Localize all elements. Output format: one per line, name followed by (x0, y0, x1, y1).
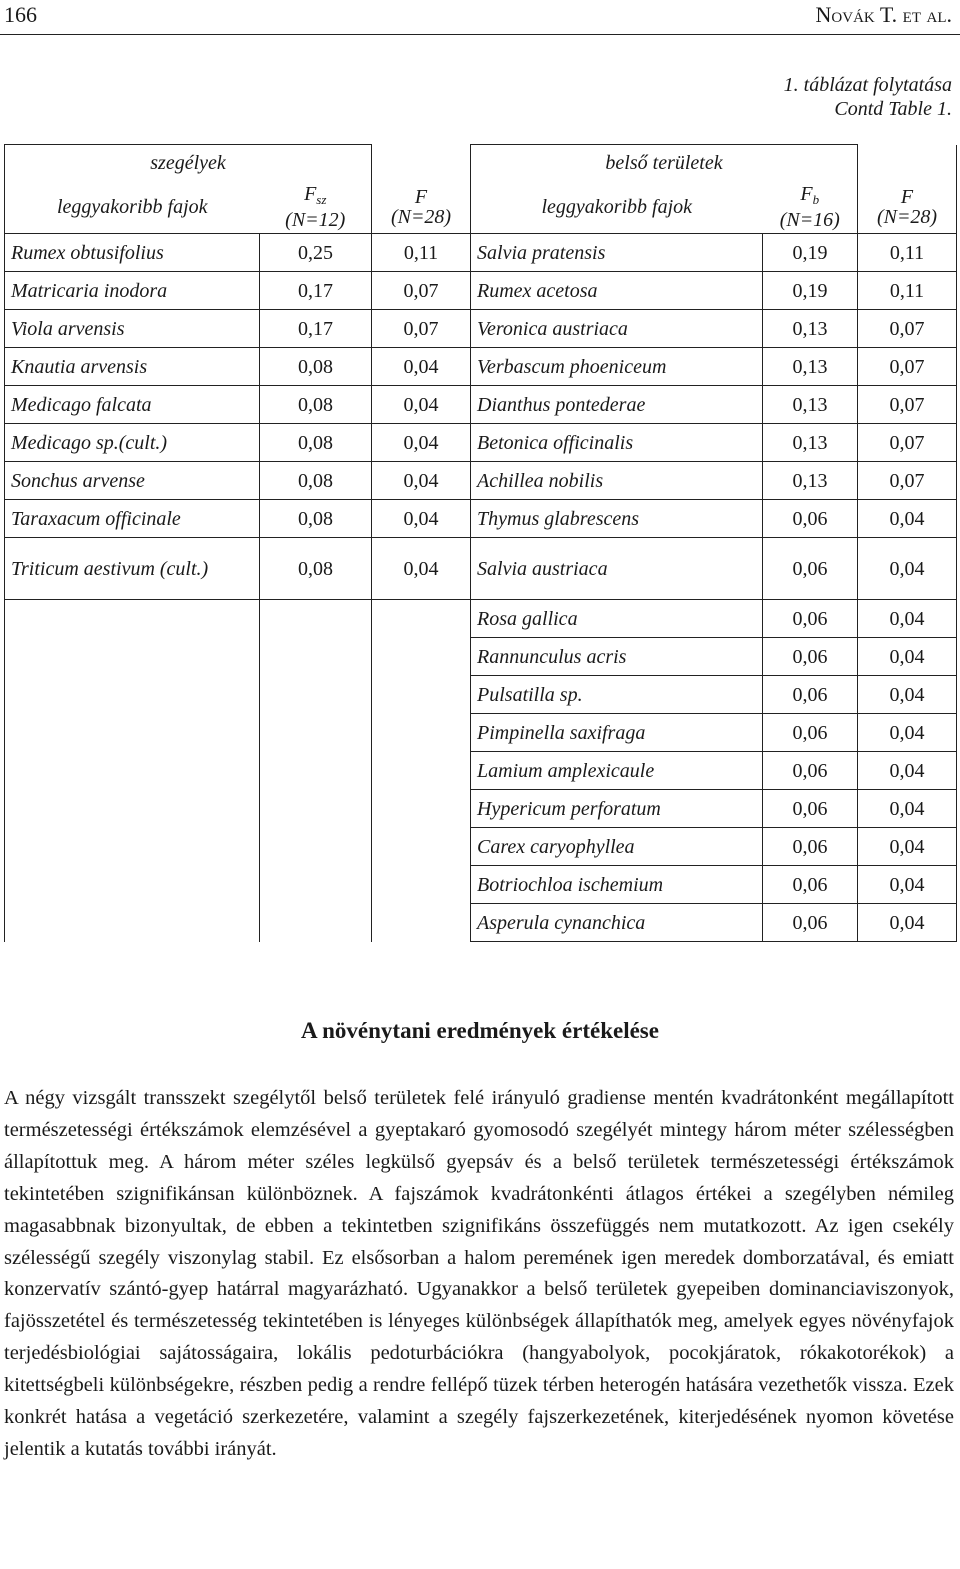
right-fb-cell: 0,06 (763, 600, 858, 638)
left-fsz-cell (260, 638, 372, 676)
left-species-cell (5, 600, 260, 638)
table-row (5, 866, 957, 904)
right-fb-cell: 0,19 (763, 272, 858, 310)
left-f-cell (372, 752, 471, 790)
header-rule (0, 34, 960, 35)
left-fsz-cell (260, 676, 372, 714)
left-f-cell: 0,04 (372, 348, 471, 386)
right-species-cell: Hypericum perforatum (471, 790, 763, 828)
table-row (5, 790, 957, 828)
right-species-cell: Betonica officinalis (471, 424, 763, 462)
left-fsz-cell: 0,08 (260, 500, 372, 538)
table-caption-hu: 1. táblázat folytatása (783, 74, 952, 96)
left-f-cell (372, 600, 471, 638)
right-species-cell: Botriochloa ischemium (471, 866, 763, 904)
right-fb-cell: 0,06 (763, 752, 858, 790)
right-fb-cell: 0,06 (763, 538, 858, 600)
header-spacer (858, 145, 957, 182)
left-fsz-cell (260, 828, 372, 866)
left-f-cell: 0,04 (372, 424, 471, 462)
table-row (5, 538, 957, 600)
right-f-cell: 0,04 (858, 676, 957, 714)
left-fsz-cell: 0,08 (260, 348, 372, 386)
right-species-cell: Carex caryophyllea (471, 828, 763, 866)
right-fb-cell: 0,06 (763, 828, 858, 866)
left-species-cell (5, 638, 260, 676)
left-fsz-cell: 0,08 (260, 386, 372, 424)
left-species-cell (5, 828, 260, 866)
table-caption-en: Contd Table 1. (834, 98, 952, 120)
left-fsz-cell (260, 752, 372, 790)
right-species-cell: Pulsatilla sp. (471, 676, 763, 714)
left-f-cell: 0,07 (372, 310, 471, 348)
table-row (5, 752, 957, 790)
left-fsz-cell: 0,08 (260, 538, 372, 600)
left-species-cell: Medicago sp.(cult.) (5, 424, 260, 462)
left-species-cell: Sonchus arvense (5, 462, 260, 500)
table-group-header-row (5, 145, 957, 182)
group-header-inner: belső területek (471, 145, 858, 182)
left-fsz-cell (260, 904, 372, 942)
left-fsz-cell (260, 866, 372, 904)
left-species-cell (5, 790, 260, 828)
table-row (5, 386, 957, 424)
right-species-cell: Salvia austriaca (471, 538, 763, 600)
right-fb-cell: 0,06 (763, 866, 858, 904)
right-f-cell: 0,04 (858, 714, 957, 752)
right-f-cell: 0,04 (858, 790, 957, 828)
table-row (5, 310, 957, 348)
right-f-cell: 0,07 (858, 424, 957, 462)
right-f-cell: 0,04 (858, 904, 957, 942)
left-fsz-cell (260, 600, 372, 638)
section-heading: A növénytani eredmények értékelése (301, 1018, 659, 1043)
left-species-cell (5, 676, 260, 714)
table-row (5, 638, 957, 676)
group-header-margins: szegélyek (5, 145, 372, 182)
left-f-cell: 0,04 (372, 386, 471, 424)
left-species-cell: Rumex obtusifolius (5, 234, 260, 272)
left-species-cell: Triticum aestivum (cult.) (5, 538, 260, 600)
left-fsz-cell (260, 714, 372, 752)
right-f-cell: 0,11 (858, 272, 957, 310)
col-header-fb: $F_b$ (N=16) (763, 181, 858, 234)
right-fb-cell: 0,06 (763, 500, 858, 538)
left-species-cell (5, 866, 260, 904)
table-row (5, 348, 957, 386)
left-f-cell (372, 866, 471, 904)
body-paragraph: A négy vizsgált transszekt szegélytől belső területek felé irányuló gradiense mentén kvadrátonként megállapított természetességi értékszámok elemzésével a gyeptakaró gyomosodó szegélyét mintegy három méter szélességben állapítottuk meg. A három méter széles legkülső gyepsáv és a belső területek természetességi értékszámok tekintetében szignifikánsan különböznek. A fajszámok kvadrátonkénti átlagos értékei a szegélyben némileg magasabbnak bizonyultak, de ebben a tekintetben szignifikáns összefüggés nem mutatkozott. Az igen csekély szélességű szegély viszonylag stabil. Ez elsősorban a halom peremének igen meredek domborzatával, és emiatt konzervatív szántó-gyep határral magyarázható. Ugyanakkor a belső területek gyepeiben dominanciaviszonyok, fajösszetétel és természetesség tekintetében is lényeges különbségek állapíthatók meg, amelyek egyes növényfajok terjedésbiológiai sajátosságaira, lokális pedoturbációkra (hangyabolyok, pocokjáratok, rókakotorékok) a kitettségbeli különbségekre, részben pedig a rendre fellépő tüzek térben heterogén hatására vezethetők vissza. Ezek konkrét hatása a vegetáció szerkezetére, valamint a szegély fajszerkezetének, kiterjedésének nyomon követése jelentik a kutatás további irányát. (4, 1087, 954, 1460)
right-f-cell: 0,07 (858, 386, 957, 424)
header-spacer (372, 145, 471, 182)
right-f-cell: 0,04 (858, 752, 957, 790)
left-f-cell (372, 904, 471, 942)
left-fsz-cell (260, 790, 372, 828)
right-species-cell: Verbascum phoeniceum (471, 348, 763, 386)
right-f-cell: 0,04 (858, 600, 957, 638)
left-f-cell (372, 714, 471, 752)
right-fb-cell: 0,13 (763, 348, 858, 386)
left-f-cell (372, 790, 471, 828)
left-fsz-cell: 0,17 (260, 310, 372, 348)
running-head-author: Novák T. et al. (815, 2, 952, 27)
left-f-cell (372, 638, 471, 676)
right-f-cell: 0,04 (858, 828, 957, 866)
table-row (5, 714, 957, 752)
right-f-cell: 0,07 (858, 348, 957, 386)
right-f-cell: 0,04 (858, 866, 957, 904)
right-species-cell: Rannunculus acris (471, 638, 763, 676)
col-header-f-left: F (N=28) (372, 181, 471, 234)
table-row (5, 904, 957, 942)
col-header-species-left: leggyakoribb fajok (5, 181, 260, 234)
right-fb-cell: 0,06 (763, 638, 858, 676)
table-row (5, 272, 957, 310)
right-fb-cell: 0,19 (763, 234, 858, 272)
page-header (0, 0, 960, 36)
right-f-cell: 0,07 (858, 462, 957, 500)
right-species-cell: Veronica austriaca (471, 310, 763, 348)
table-row (5, 828, 957, 866)
left-f-cell: 0,07 (372, 272, 471, 310)
left-f-cell (372, 676, 471, 714)
left-fsz-cell: 0,17 (260, 272, 372, 310)
species-frequency-table (4, 144, 957, 942)
right-fb-cell: 0,13 (763, 386, 858, 424)
right-fb-cell: 0,13 (763, 424, 858, 462)
left-species-cell (5, 904, 260, 942)
col-header-f-right: F (N=28) (858, 181, 957, 234)
right-species-cell: Dianthus pontederae (471, 386, 763, 424)
table-row (5, 424, 957, 462)
right-species-cell: Lamium amplexicaule (471, 752, 763, 790)
table-row (5, 676, 957, 714)
left-species-cell: Taraxacum officinale (5, 500, 260, 538)
right-species-cell: Thymus glabrescens (471, 500, 763, 538)
left-f-cell: 0,11 (372, 234, 471, 272)
right-species-cell: Achillea nobilis (471, 462, 763, 500)
right-f-cell: 0,04 (858, 500, 957, 538)
left-f-cell: 0,04 (372, 462, 471, 500)
table-row (5, 500, 957, 538)
left-fsz-cell: 0,25 (260, 234, 372, 272)
left-f-cell: 0,04 (372, 538, 471, 600)
right-fb-cell: 0,06 (763, 790, 858, 828)
right-f-cell: 0,11 (858, 234, 957, 272)
right-fb-cell: 0,13 (763, 462, 858, 500)
left-species-cell (5, 752, 260, 790)
left-species-cell: Matricaria inodora (5, 272, 260, 310)
right-f-cell: 0,04 (858, 538, 957, 600)
right-fb-cell: 0,06 (763, 676, 858, 714)
col-header-species-right: leggyakoribb fajok (471, 181, 763, 234)
table-row (5, 462, 957, 500)
right-f-cell: 0,07 (858, 310, 957, 348)
left-f-cell: 0,04 (372, 500, 471, 538)
col-header-fsz: $F_{sz}$ (N=12) (260, 181, 372, 234)
right-species-cell: Asperula cynanchica (471, 904, 763, 942)
right-fb-cell: 0,06 (763, 904, 858, 942)
left-f-cell (372, 828, 471, 866)
left-species-cell: Knautia arvensis (5, 348, 260, 386)
right-f-cell: 0,04 (858, 638, 957, 676)
right-species-cell: Salvia pratensis (471, 234, 763, 272)
page-number: 166 (4, 2, 37, 27)
right-fb-cell: 0,13 (763, 310, 858, 348)
right-species-cell: Rumex acetosa (471, 272, 763, 310)
left-species-cell (5, 714, 260, 752)
table-column-header-row (5, 181, 957, 234)
left-fsz-cell: 0,08 (260, 424, 372, 462)
right-species-cell: Pimpinella saxifraga (471, 714, 763, 752)
left-species-cell: Medicago falcata (5, 386, 260, 424)
left-species-cell: Viola arvensis (5, 310, 260, 348)
right-species-cell: Rosa gallica (471, 600, 763, 638)
left-fsz-cell: 0,08 (260, 462, 372, 500)
table-row (5, 234, 957, 272)
right-fb-cell: 0,06 (763, 714, 858, 752)
table-row (5, 600, 957, 638)
